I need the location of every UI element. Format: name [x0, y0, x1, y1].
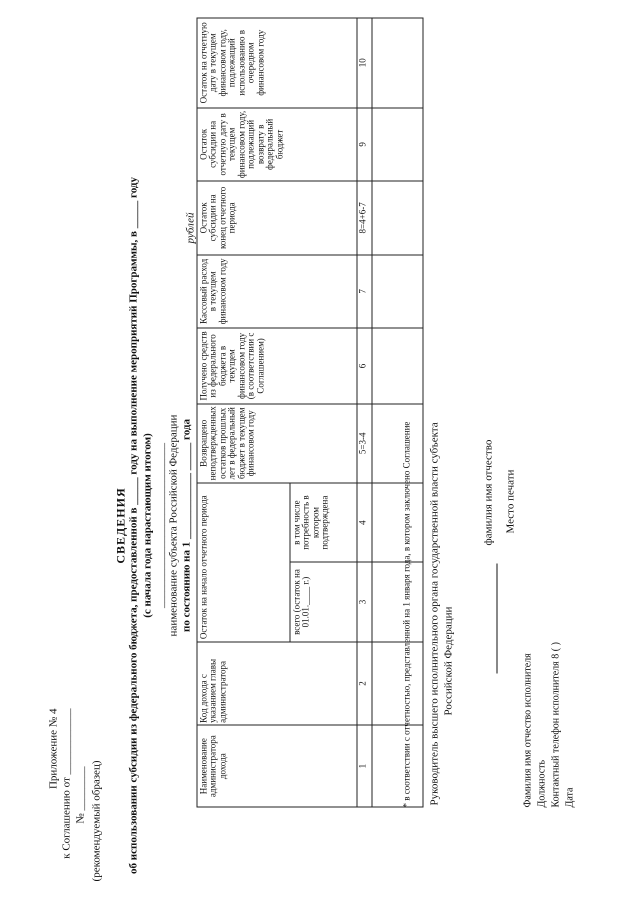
table-row	[372, 18, 423, 807]
appendix-title: Приложение № 4	[47, 708, 59, 789]
col-admin-name: Наименование администратора дохода	[197, 725, 357, 807]
col-number: 9	[357, 107, 372, 181]
appendix-sample-note: (рекомендуемый образец)	[90, 760, 102, 881]
seal-place: Место печати	[504, 469, 516, 533]
col-income-code: Код дохода с указанием главы администратора	[197, 641, 357, 725]
report-date: по состоянию на 1 ____________ _____ года	[180, 418, 192, 632]
col-number: 3	[357, 562, 372, 641]
col-number: 1	[357, 725, 372, 807]
col-opening-balance: Остаток на начало отчетного периода	[197, 482, 290, 641]
document-cumulative-note: (с начала года нарастающим итогом)	[141, 432, 153, 618]
col-number: 6	[357, 328, 372, 404]
table-cell	[372, 403, 423, 482]
col-returned: Возвращено неподтвержденных остатков прошлых лет в федеральный бюджет в текущем финансовом году	[197, 403, 357, 482]
col-balance-to-return: Остаток субсидии на отчетную дату в текущем финансовом году, подлежащий возврату в федеральный бюджет	[197, 107, 357, 181]
col-number: 7	[357, 254, 372, 328]
table-cell	[372, 107, 423, 181]
head-fio-caption: фамилия имя отчество	[482, 439, 494, 545]
table-cell	[372, 254, 423, 328]
col-opening-confirmed: в том числе потребность в котором подтверждена	[290, 482, 357, 562]
table-header-row	[197, 18, 290, 807]
table-number-row	[357, 18, 372, 807]
table-cell	[372, 725, 423, 807]
executor-fio: Фамилия имя отчество исполнителя	[522, 652, 533, 807]
region-caption: наименование субъекта Российской Федерации	[167, 414, 179, 636]
executor-phone: Контактный телефон исполнителя 8 ( )	[550, 641, 561, 807]
col-opening-total: всего (остаток на 01.01.____ г.)	[290, 562, 357, 641]
col-number: 8=4+6-7	[357, 181, 372, 254]
col-number: 5=3-4	[357, 403, 372, 482]
document-subtitle: об использовании субсидии из федерального бюджета, предоставленной в _____ году на выполнение мероприятий Программы, в _____ году	[127, 176, 139, 874]
currency-unit: рублей	[184, 212, 196, 243]
footnote: * в соответствии с отчетностью, представленной на 1 января года, в котором заключено Соглашение	[401, 421, 411, 807]
executor-position: Должность	[536, 759, 547, 807]
head-position-line1: Руководитель высшего исполнительного органа государственной власти субъекта	[428, 421, 440, 805]
table-cell	[372, 181, 423, 254]
subsidy-report-table	[196, 17, 423, 807]
appendix-number: № ________	[74, 766, 86, 824]
col-balance-next-year: Остаток на отчетную дату в текущем финансовом году, подлежащий использованию в очередном финансовом году	[197, 18, 357, 108]
col-number: 10	[357, 18, 372, 108]
table-cell	[372, 18, 423, 108]
signature-line	[496, 563, 497, 673]
head-position-line2: Российской Федерации	[442, 606, 454, 715]
table-cell	[372, 482, 423, 562]
table-cell	[372, 562, 423, 641]
document-title: СВЕДЕНИЯ	[113, 486, 127, 564]
table-cell	[372, 641, 423, 725]
table-cell	[372, 328, 423, 404]
region-line: ______________________________	[154, 442, 166, 608]
col-closing-balance: Остаток субсидии на конец отчетного периода	[197, 181, 357, 254]
col-received: Получено средств из федерального бюджета в текущем финансовом году (в соответствии с Соглашением)	[197, 328, 357, 404]
col-number: 4	[357, 482, 372, 562]
executor-date: Дата	[564, 787, 575, 807]
col-number: 2	[357, 641, 372, 725]
col-cash-expense: Кассовый расход в текущем финансовом году	[197, 254, 357, 328]
appendix-agreement: к Соглашению от ____________	[60, 708, 72, 859]
